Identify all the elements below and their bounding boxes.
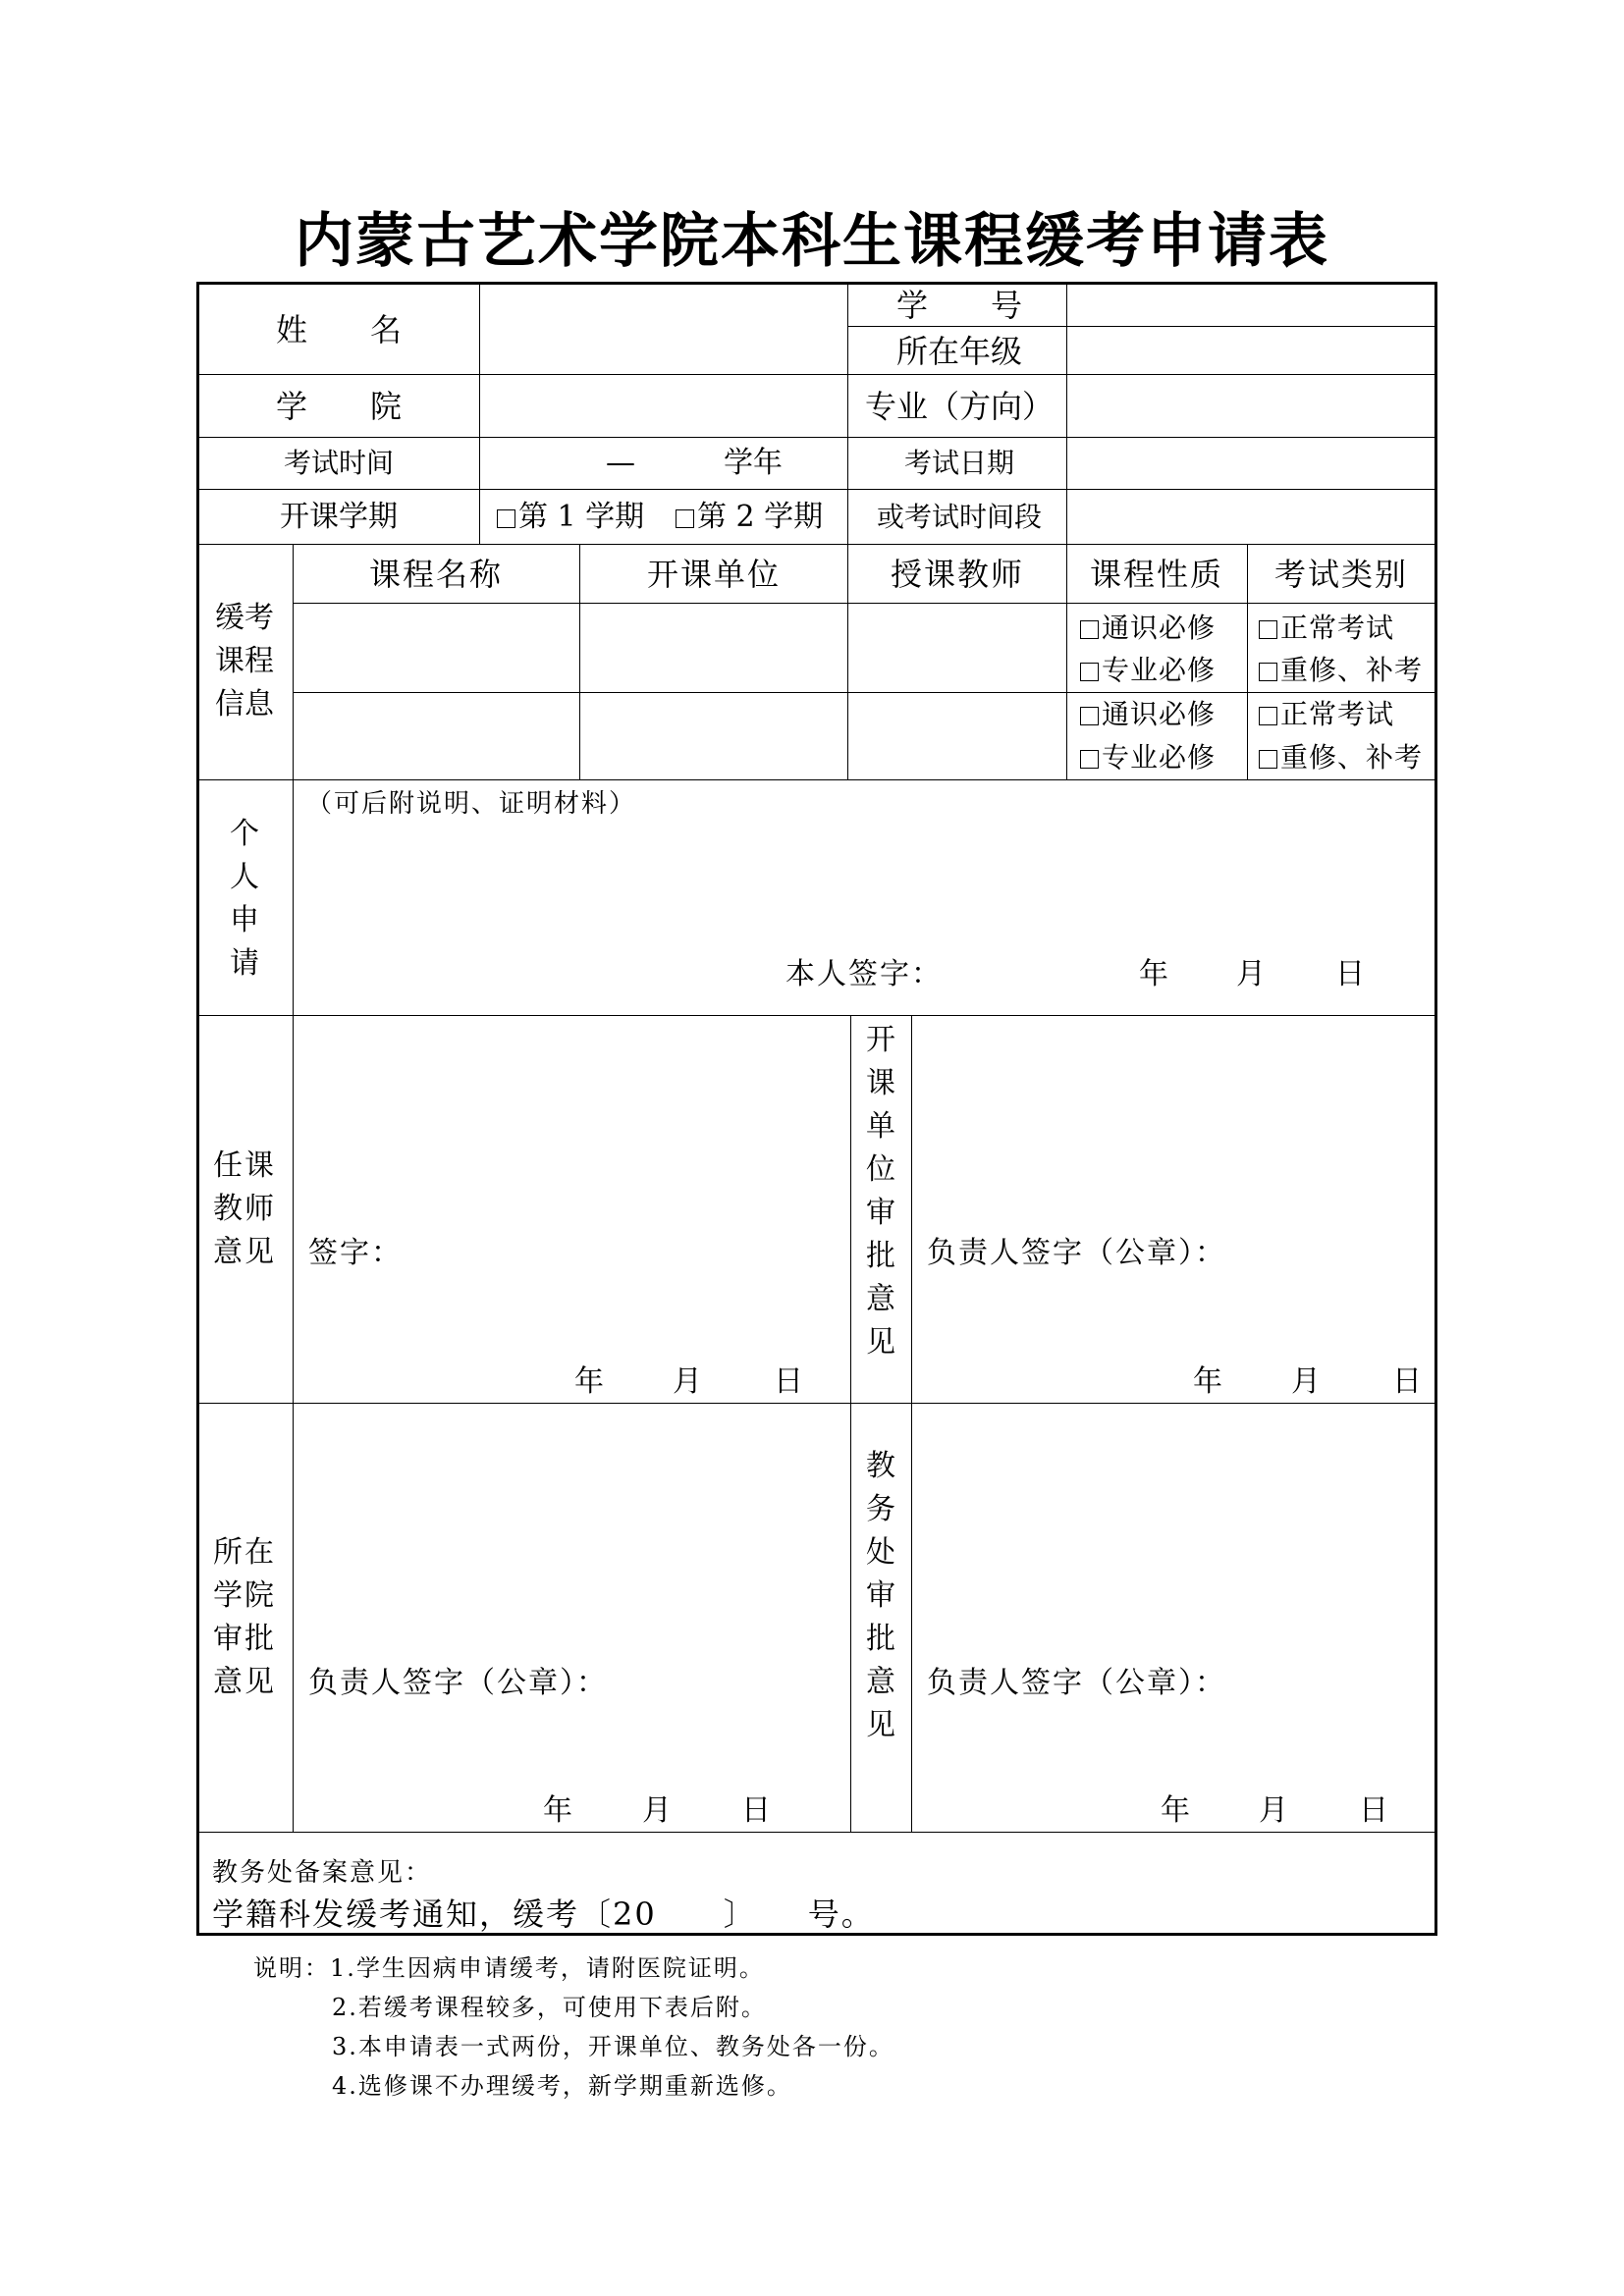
day-label: 日 — [1359, 1793, 1388, 1828]
academic-year-field[interactable]: — 学年 — [606, 446, 783, 480]
year-label: 年 — [1139, 957, 1168, 991]
personal-sign-label: 本人签字： — [785, 957, 943, 991]
category-option-retake[interactable]: 重修、补考 — [1259, 744, 1423, 772]
header-exam-category: 考试类别 — [1273, 556, 1409, 593]
grade-label: 所在年级 — [895, 333, 1023, 370]
unit-sign-label: 负责人签字（公章）： — [927, 1236, 1226, 1270]
month-label: 月 — [642, 1793, 672, 1828]
checkbox-icon[interactable] — [1080, 750, 1099, 769]
name-label: 姓 名 — [275, 311, 403, 348]
header-course-name: 课程名称 — [368, 556, 504, 593]
day-label: 日 — [774, 1364, 803, 1399]
row-line — [197, 779, 1436, 780]
college-sign-label: 负责人签字（公章）： — [308, 1666, 608, 1700]
month-label: 月 — [1259, 1793, 1288, 1828]
checkbox-icon[interactable] — [1259, 663, 1277, 681]
note-2: 2.若缓考课程较多，可使用下表后附。 — [332, 1994, 767, 2021]
category-option-retake[interactable]: 重修、补考 — [1259, 657, 1423, 684]
note-1: 说明：1.学生因病申请缓考，请附医院证明。 — [253, 1954, 765, 1982]
col-line — [293, 544, 294, 1832]
year-label: 年 — [1193, 1364, 1222, 1399]
row-line — [197, 1403, 1436, 1404]
col-line — [579, 544, 580, 779]
nature-option-general[interactable]: 通识必修 — [1080, 614, 1216, 642]
unit-approval-label: 开 课 单 位 审 批 意 见 — [866, 1023, 895, 1360]
category-option-normal[interactable]: 正常考试 — [1259, 701, 1394, 728]
row-line — [197, 437, 1436, 438]
course-info-label: 缓考 课程 信息 — [215, 601, 274, 721]
day-label: 日 — [1335, 957, 1365, 991]
month-label: 月 — [673, 1364, 702, 1399]
row-line — [293, 692, 1436, 693]
col-line — [1247, 544, 1248, 779]
semester-label: 开课学期 — [280, 500, 398, 534]
note-4: 4.选修课不办理缓考，新学期重新选修。 — [332, 2072, 792, 2100]
attachment-note: （可后附说明、证明材料） — [306, 789, 637, 819]
year-label: 年 — [1161, 1793, 1190, 1828]
filing-label: 教务处备案意见： — [212, 1858, 433, 1888]
major-label: 专业（方向） — [864, 388, 1055, 425]
personal-application-label: 个 人 申 请 — [230, 817, 259, 981]
col-line — [911, 1015, 912, 1832]
header-course-nature: 课程性质 — [1089, 556, 1224, 593]
row-line — [197, 374, 1436, 375]
page-title: 内蒙古艺术学院本科生课程缓考申请表 — [295, 207, 1329, 276]
student-id-label: 学 号 — [895, 287, 1023, 324]
header-teacher: 授课教师 — [890, 556, 1025, 593]
col-line — [1066, 284, 1067, 545]
col-line — [847, 284, 848, 545]
nature-option-general[interactable]: 通识必修 — [1080, 701, 1216, 728]
exam-time-label: 考试时间 — [283, 447, 395, 479]
checkbox-icon[interactable] — [1259, 750, 1277, 769]
checkbox-icon[interactable] — [1080, 707, 1099, 725]
category-option-normal[interactable]: 正常考试 — [1259, 614, 1394, 642]
checkbox-icon[interactable] — [1259, 620, 1277, 639]
checkbox-icon[interactable] — [1080, 663, 1099, 681]
semester-2-option[interactable]: 第 2 学期 — [676, 503, 823, 532]
year-label: 年 — [543, 1793, 572, 1828]
checkbox-icon[interactable] — [1259, 707, 1277, 725]
college-approval-label: 所在 学院 审批 意见 — [213, 1535, 276, 1699]
nature-option-major[interactable]: 专业必修 — [1080, 657, 1216, 684]
row-line — [197, 544, 1436, 545]
month-label: 月 — [1291, 1364, 1321, 1399]
filing-notice: 学籍科发缓考通知，缓考〔20 〕 号。 — [212, 1896, 875, 1933]
office-sign-label: 负责人签字（公章）： — [927, 1666, 1226, 1700]
row-line — [197, 1015, 1436, 1016]
exam-date-label: 考试日期 — [903, 447, 1015, 479]
col-line — [1066, 544, 1067, 779]
office-approval-label: 教 务 处 审 批 意 见 — [866, 1449, 895, 1742]
header-course-unit: 开课单位 — [646, 556, 782, 593]
teacher-opinion-label: 任课 教师 意见 — [213, 1148, 276, 1269]
col-line — [850, 1015, 851, 1832]
college-label: 学 院 — [275, 388, 403, 425]
day-label: 日 — [1392, 1364, 1422, 1399]
exam-period-label: 或考试时间段 — [876, 501, 1043, 533]
year-label: 年 — [574, 1364, 604, 1399]
day-label: 日 — [741, 1793, 771, 1828]
checkbox-icon[interactable] — [1080, 620, 1099, 639]
checkbox-icon[interactable] — [497, 509, 515, 528]
nature-option-major[interactable]: 专业必修 — [1080, 744, 1216, 772]
col-line — [847, 544, 848, 779]
teacher-sign-label: 签字： — [308, 1236, 403, 1270]
row-line — [197, 1832, 1436, 1833]
col-line — [479, 284, 480, 545]
row-line — [293, 603, 1436, 604]
month-label: 月 — [1236, 957, 1266, 991]
note-3: 3.本申请表一式两份，开课单位、教务处各一份。 — [332, 2033, 894, 2060]
semester-1-option[interactable]: 第 1 学期 — [497, 503, 644, 532]
row-line — [847, 326, 1436, 327]
row-line — [197, 489, 1436, 490]
checkbox-icon[interactable] — [676, 509, 694, 528]
